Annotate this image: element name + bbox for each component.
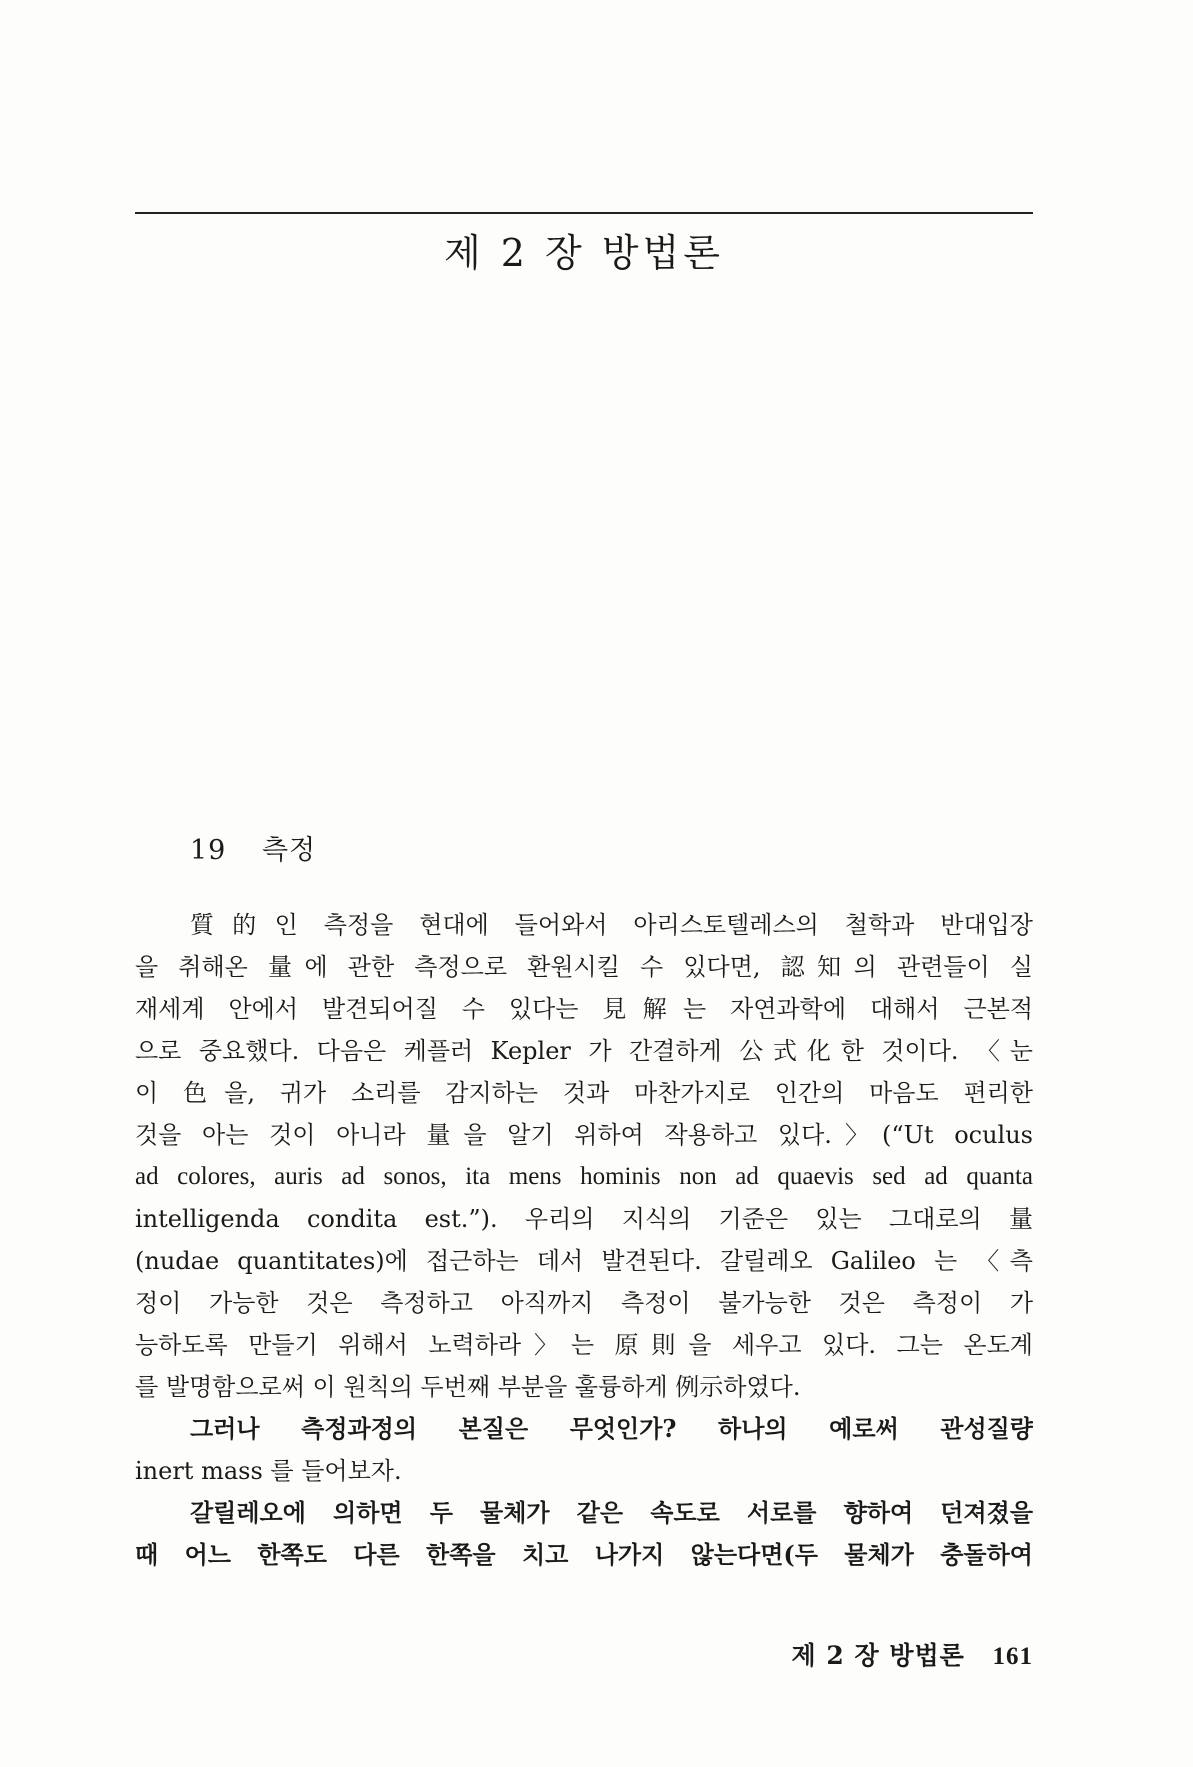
text-line: ad colores, auris ad sonos, ita mens hominis non ad quaevis sed ad quanta — [135, 1163, 1033, 1190]
text-line: 재세계 안에서 발견되어질 수 있다는 見解는 자연과학에 대해서 근본적 — [135, 995, 1033, 1023]
text-line: 때 어느 한쪽도 다른 한쪽을 치고 나가지 않는다면(두 물체가 충돌하여 — [135, 1540, 1033, 1569]
section-title: 측정 — [261, 835, 317, 866]
text-line: 그러나 측정과정의 본질은 무엇인가? 하나의 예로써 관성질량 — [190, 1414, 1033, 1443]
page-number: 161 — [992, 1643, 1033, 1670]
text-line: (nudae quantitates)에 접근하는 데서 발견된다. 갈릴레오 Galileo 는 〈측 — [135, 1247, 1033, 1275]
text-line: 이 色을, 귀가 소리를 감지하는 것과 마찬가지로 인간의 마음도 편리한 — [135, 1079, 1033, 1107]
section-number: 19 — [190, 835, 227, 866]
text-line: 으로 중요했다. 다음은 케플러 Kepler 가 간결하게 公式化한 것이다. 〈눈 — [135, 1037, 1033, 1065]
header-rule — [135, 212, 1033, 214]
running-footer — [792, 1636, 1033, 1672]
text-line: 능하도록 만들기 위해서 노력하라〉는 原則을 세우고 있다. 그는 온도계 — [135, 1331, 1033, 1359]
text-line: 갈릴레오에 의하면 두 물체가 같은 속도로 서로를 향하여 던져졌을 — [190, 1498, 1033, 1527]
text-line: 것을 아는 것이 아니라 量을 알기 위하여 작용하고 있다.〉(“Ut oculus — [135, 1121, 1033, 1149]
text-line: 을 취해온 量에 관한 측정으로 환원시킬 수 있다면, 認知의 관련들이 실 — [135, 953, 1033, 981]
text-line: intelligenda condita est.”). 우리의 지식의 기준은 있는 그대로의 量 — [135, 1205, 1033, 1233]
text-line: 質的인 측정을 현대에 들어와서 아리스토텔레스의 철학과 반대입장 — [190, 911, 1033, 939]
section-heading — [190, 828, 316, 867]
text-line: inert mass 를 들어보자. — [135, 1457, 402, 1485]
text-line: 정이 가능한 것은 측정하고 아직까지 측정이 불가능한 것은 측정이 가 — [135, 1289, 1033, 1317]
chapter-title: 제 2 장 방법론 — [444, 231, 724, 275]
body-text — [135, 904, 1033, 1576]
text-line: 를 발명함으로써 이 원칙의 두번째 부분을 훌륭하게 例示하였다. — [135, 1373, 801, 1401]
footer-chapter-label: 제 2 장 방법론 — [791, 1641, 965, 1670]
